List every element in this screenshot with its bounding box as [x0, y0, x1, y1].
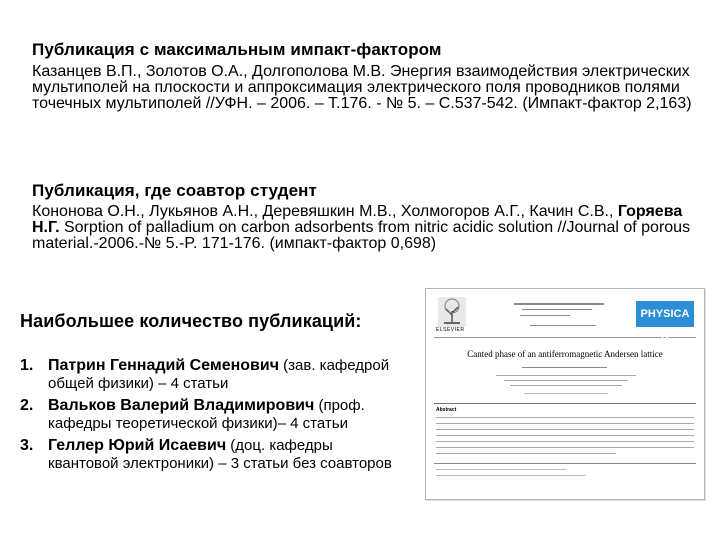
author-position: (зав. кафедрой [278, 357, 390, 374]
article-thumbnail [425, 288, 705, 500]
keywords-line [436, 475, 586, 476]
list-item [20, 437, 440, 473]
authors-text: Кононова О.Н., Лукьянов А.Н., Деревяшкин М.В., Холмогоров А.Г., Качин С.В., [32, 203, 618, 220]
list-item [20, 357, 440, 393]
abstract-line [436, 417, 694, 418]
heading-most-publications: Наибольшее количество публикаций: [20, 311, 362, 331]
authors-line [522, 367, 607, 368]
heading-max-impact: Публикация с максимальным импакт-фактором [32, 40, 442, 59]
pacs-line [436, 469, 566, 470]
header-line [522, 309, 592, 310]
abstract-line [436, 447, 694, 448]
publication-max-impact: Казанцев В.П., Золотов О.А., Долгополова М.В. Энергия взаимодействия электрических мультиполей на плоскости и аппроксимация электрического поля проводников полями точечных мультиполей //УФН. – 2006. – Т.176. - № 5. – С.537-542. (Импакт-фактор 2,163) [32, 63, 692, 112]
publisher-name: ELSEVIER [436, 327, 465, 333]
abstract-line [436, 423, 694, 424]
affiliation-line [504, 380, 628, 381]
author-details: квантовой электроники) – 3 статьи без соавторов [48, 455, 392, 472]
divider [434, 403, 696, 404]
abstract-label: Abstract [436, 407, 457, 413]
student-author: Горяева Н.Г. [32, 203, 683, 236]
header-line [520, 315, 570, 316]
publication-student-coauthor [32, 204, 697, 252]
item-number: 2. [20, 397, 34, 414]
abstract-line [436, 435, 694, 436]
dates-line [524, 393, 608, 394]
affiliation-line [496, 375, 636, 376]
author-position: (проф. [314, 397, 365, 414]
abstract-line [436, 453, 616, 454]
abstract-line [436, 441, 694, 442]
header-line [530, 325, 596, 326]
heading-student-coauthor: Публикация, где соавтор студент [32, 181, 317, 200]
list-item [20, 397, 440, 433]
author-details: кафедры теоретической физики)– 4 статьи [48, 415, 348, 432]
item-number: 3. [20, 437, 34, 454]
authors-list [20, 357, 440, 477]
affiliation-line [510, 385, 622, 386]
abstract-line [436, 429, 694, 430]
journal-logo: PHYSICA B [636, 301, 694, 327]
author-name: Геллер Юрий Исаевич [48, 437, 227, 454]
article-title: Canted phase of an antiferromagnetic Andersen lattice [467, 349, 663, 359]
author-name: Патрин Геннадий Семенович [48, 357, 279, 374]
citation-text: Sorption of palladium on carbon adsorbents from nitric acidic solution //Journal of porous material.-2006.-№ 5.-P. 171-176. (импакт-фактор 0,698) [32, 219, 691, 252]
header-line [514, 303, 604, 305]
elsevier-tree-icon [438, 297, 466, 327]
author-position: (доц. кафедры [226, 437, 333, 454]
article-header [434, 295, 696, 346]
author-name: Вальков Валерий Владимирович [48, 397, 315, 414]
divider [434, 463, 696, 464]
item-number: 1. [20, 357, 34, 374]
author-details: общей физики) – 4 статьи [48, 375, 229, 392]
